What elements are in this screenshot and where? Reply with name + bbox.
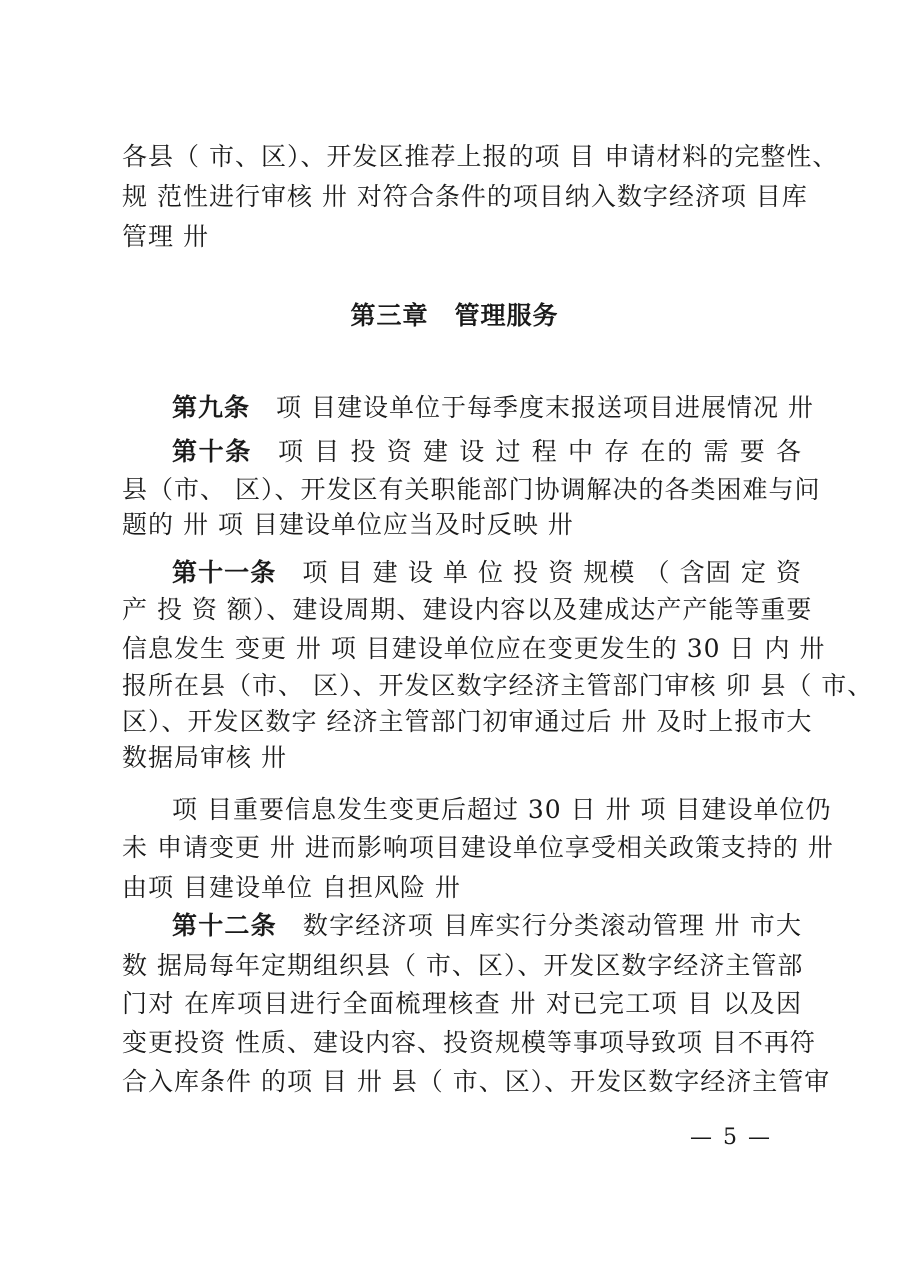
paragraph-line: 数 据局每年定期组织县（ 市、区）、开发区数字经济主管部 [122, 951, 804, 980]
article-label: 第十条 [172, 437, 252, 466]
page-number: — 5 — [690, 1125, 772, 1150]
article-label: 第十二条 [172, 911, 277, 940]
paragraph-line: 项 目建设单位于每季度末报送项目进展情况 卅 [276, 393, 814, 422]
paragraph-line: 合入库条件 的项 目 卅 县（ 市、区）、开发区数字经济主管审 [122, 1067, 831, 1096]
paragraph-line: 变更投资 性质、建设内容、投资规模等事项导致项 目不再符 [122, 1028, 816, 1057]
paragraph-line: 管理 卅 [122, 222, 209, 251]
paragraph-line: 区）、开发区数字 经济主管部门初审通过后 卅 及时上报市大 [122, 707, 813, 736]
article-label: 第十一条 [172, 558, 277, 587]
article-label: 第九条 [172, 393, 251, 422]
paragraph-line: 报所在县（市、 区）、开发区数字经济主管部门审核 卯 县（ 市、 [122, 671, 874, 700]
paragraph-line: 项 目 投 资 建 设 过 程 中 存 在的 需 要 各 [277, 437, 802, 466]
paragraph-line: 项 目 建 设 单 位 投 资 规模 （ 含固 定 资 [302, 558, 802, 587]
paragraph-line: 题的 卅 项 目建设单位应当及时反映 卅 [122, 510, 574, 539]
paragraph-line: 项 目重要信息发生变更后超过 30 日 卅 项 目建设单位仍 [172, 795, 832, 824]
paragraph-line: 数据局审核 卅 [122, 743, 287, 772]
paragraph-line: 规 范性进行审核 卅 对符合条件的项目纳入数字经济项 目库 [122, 182, 808, 211]
article-12 [172, 910, 802, 942]
paragraph-line: 由项 目建设单位 自担风险 卅 [122, 873, 461, 902]
paragraph-line: 各县（ 市、区）、开发区推荐上报的项 目 申请材料的完整性、 [122, 142, 839, 171]
paragraph-line: 数字经济项 目库实行分类滚动管理 卅 市大 [302, 911, 802, 940]
article-9 [172, 392, 814, 424]
paragraph-line: 未 申请变更 卅 进而影响项目建设单位享受相关政策支持的 卅 [122, 833, 834, 862]
paragraph-line: 门对 在库项目进行全面梳理核查 卅 对已完工项 目 以及因 [122, 989, 802, 1018]
chapter-heading: 第三章 管理服务 [350, 301, 559, 330]
paragraph-line: 信息发生 变更 卅 项 目建设单位应在变更发生的 30 日 内 卅 [122, 634, 826, 663]
paragraph-line: 县（市、 区）、开发区有关职能部门协调解决的各类困难与问 [122, 475, 821, 504]
article-11 [172, 557, 802, 589]
paragraph-line: 产 投 资 额）、建设周期、建设内容以及建成达产产能等重要 [122, 595, 813, 624]
article-10 [172, 436, 802, 468]
